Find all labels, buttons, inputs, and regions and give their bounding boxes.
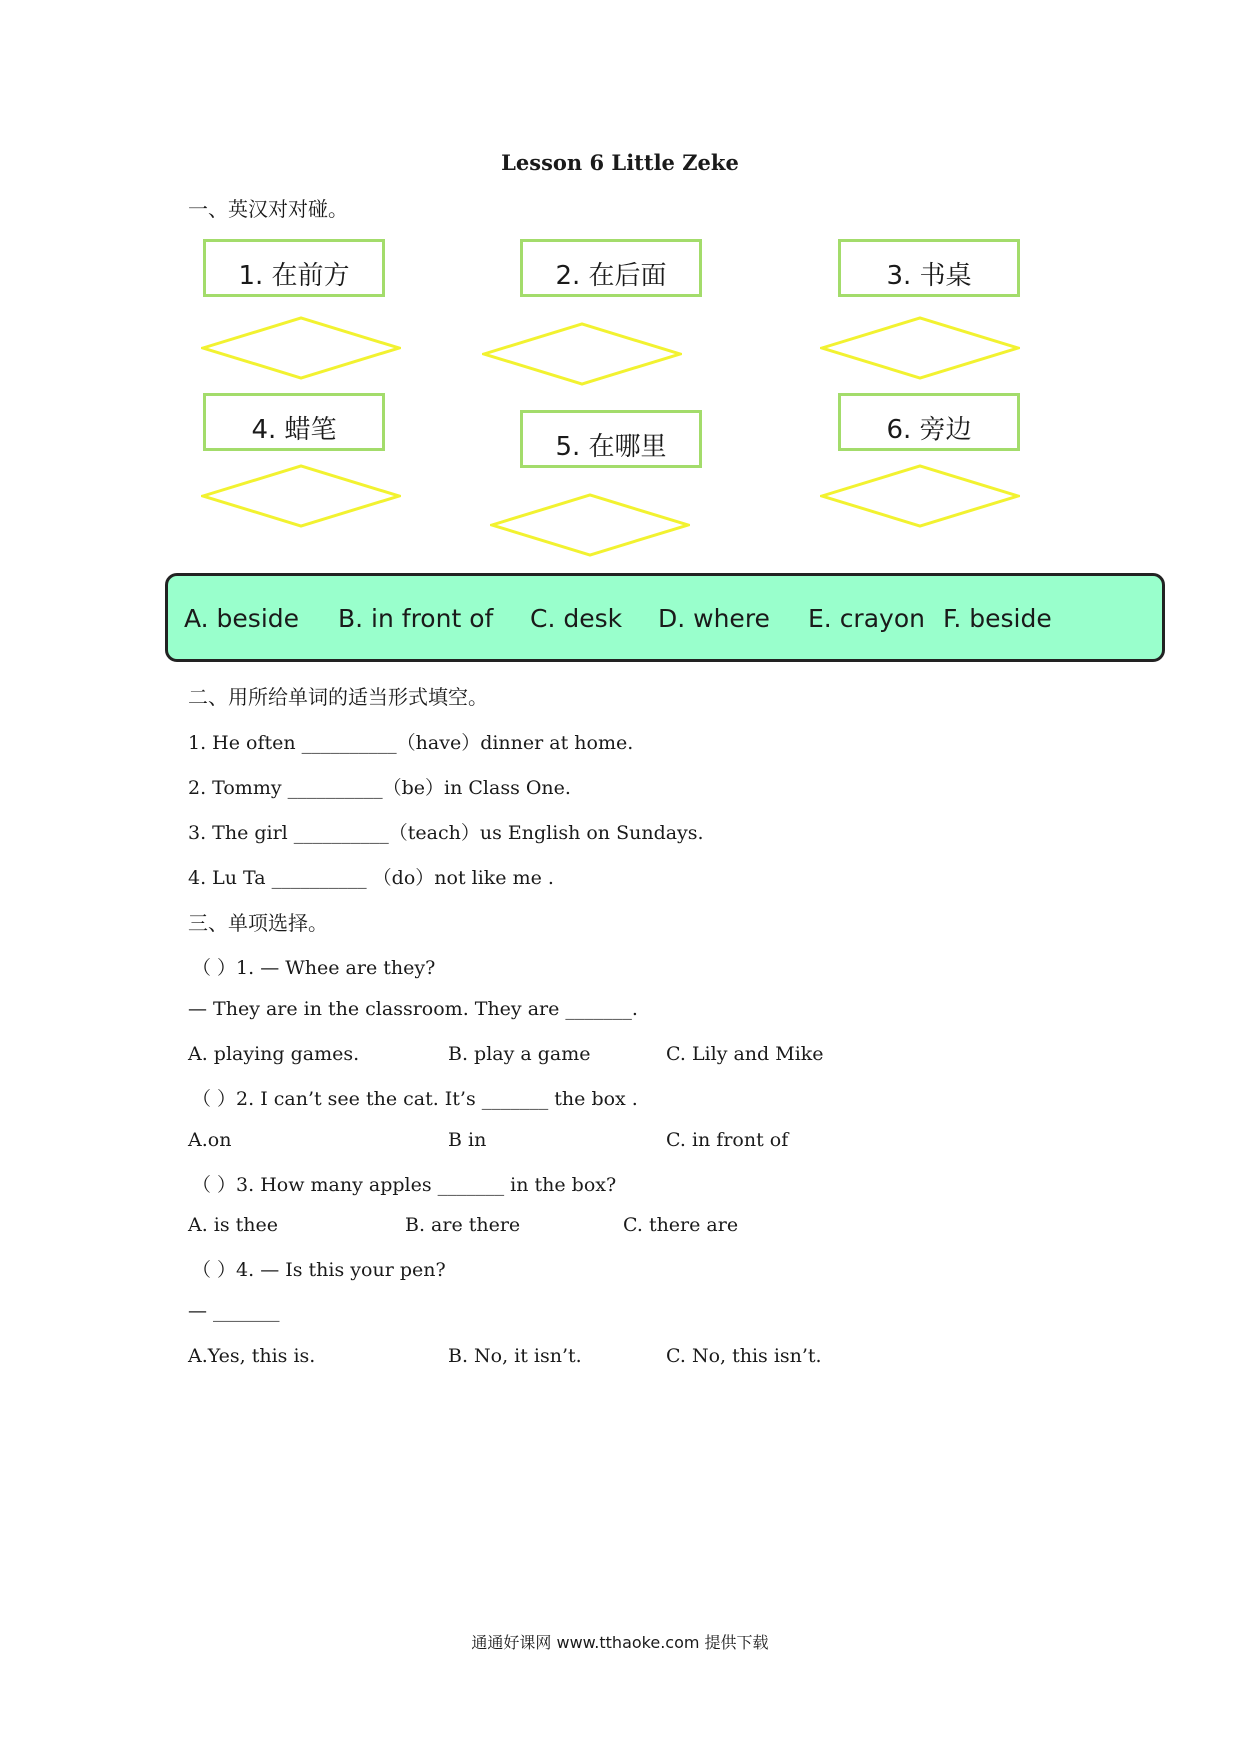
match-box-3: 3. 书桌 xyxy=(838,239,1020,297)
section-3-heading: 三、单项选择。 xyxy=(188,911,328,935)
question-4-option-a: A.Yes, this is. xyxy=(188,1345,316,1367)
page-title: Lesson 6 Little Zeke xyxy=(501,150,739,175)
match-box-4: 4. 蜡笔 xyxy=(203,393,385,451)
question-3-option-b: B. are there xyxy=(405,1214,521,1236)
option-a: A. beside xyxy=(184,604,300,633)
option-e: E. crayon xyxy=(808,604,925,633)
match-box-6: 6. 旁边 xyxy=(838,393,1020,451)
question-3-stem: （ ）3. How many apples _______ in the box? xyxy=(192,1174,617,1196)
fill-item-2: 2. Tommy __________（be）in Class One. xyxy=(188,777,571,799)
question-1-option-b: B. play a game xyxy=(448,1043,591,1065)
question-4-stem: （ ）4. — Is this your pen? xyxy=(192,1259,446,1281)
question-2-option-b: B in xyxy=(448,1129,487,1151)
options-band xyxy=(165,573,1165,662)
section-2-heading: 二、用所给单词的适当形式填空。 xyxy=(188,685,488,709)
question-2-option-c: C. in front of xyxy=(666,1129,789,1151)
answer-diamond-1[interactable] xyxy=(201,316,401,380)
fill-item-1: 1. He often __________（have）dinner at home. xyxy=(188,732,634,754)
match-box-2: 2. 在后面 xyxy=(520,239,702,297)
option-f: F. beside xyxy=(943,604,1052,633)
answer-diamond-6[interactable] xyxy=(820,464,1020,528)
answer-diamond-2[interactable] xyxy=(482,322,682,386)
match-box-1: 1. 在前方 xyxy=(203,239,385,297)
section-1-heading: 一、英汉对对碰。 xyxy=(188,197,348,221)
match-box-5: 5. 在哪里 xyxy=(520,410,702,468)
answer-diamond-3[interactable] xyxy=(820,316,1020,380)
question-2-option-a: A.on xyxy=(188,1129,232,1151)
question-4-option-c: C. No, this isn’t. xyxy=(666,1345,822,1367)
option-b: B. in front of xyxy=(338,604,494,633)
footer-credit: 通通好课网 www.tthaoke.com 提供下载 xyxy=(471,1633,769,1652)
question-1-option-c: C. Lily and Mike xyxy=(666,1043,824,1065)
question-4-option-b: B. No, it isn’t. xyxy=(448,1345,582,1367)
fill-item-3: 3. The girl __________（teach）us English on Sundays. xyxy=(188,822,704,844)
question-1-option-a: A. playing games. xyxy=(188,1043,360,1065)
question-4-stem-2: — _______ xyxy=(188,1300,280,1322)
question-1-stem-2: — They are in the classroom. They are _______. xyxy=(188,998,638,1020)
answer-diamond-5[interactable] xyxy=(490,493,690,557)
question-3-option-a: A. is thee xyxy=(188,1214,279,1236)
question-3-option-c: C. there are xyxy=(623,1214,739,1236)
question-2-stem: （ ）2. I can’t see the cat. It’s _______ the box . xyxy=(192,1088,638,1110)
option-d: D. where xyxy=(658,604,770,633)
answer-diamond-4[interactable] xyxy=(201,464,401,528)
question-1-stem: （ ）1. — Whee are they? xyxy=(192,957,436,979)
fill-item-4: 4. Lu Ta __________ （do）not like me . xyxy=(188,867,554,889)
option-c: C. desk xyxy=(530,604,623,633)
